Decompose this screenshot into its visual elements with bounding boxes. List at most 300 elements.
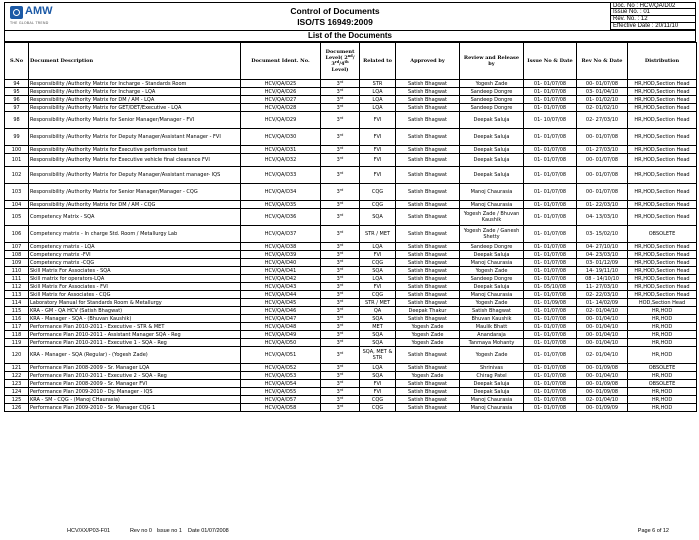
row-issue-date: 01- 01/07/08 xyxy=(524,275,577,283)
row-approved-by: Satish Bhagwat xyxy=(396,104,460,112)
row-rev-date: 14- 19/11/10 xyxy=(577,267,628,275)
issue-number: Issue No. : 01 xyxy=(610,9,696,16)
row-rev-date: 02- 01/04/10 xyxy=(577,396,628,404)
row-sno: 116 xyxy=(5,315,29,323)
row-reviewed-by: Yogesh Zade / Bhuvan Kaushik xyxy=(460,209,524,226)
row-approved-by: Yogesh Zade xyxy=(396,323,460,331)
row-ident-no: HCV/QA/D55 xyxy=(241,388,321,396)
row-related-to: SQA xyxy=(360,339,396,347)
row-reviewed-by: Deepak Saluja xyxy=(460,167,524,184)
row-reviewed-by: Deepak Saluja xyxy=(460,129,524,146)
row-distribution: HR,HOD,Section Head xyxy=(628,267,697,275)
row-rev-date: 00- 01/04/10 xyxy=(577,331,628,339)
row-reviewed-by: Deepak Saluja xyxy=(460,388,524,396)
row-sno: 94 xyxy=(5,80,29,88)
logo-name: AMW xyxy=(25,5,53,17)
table-row xyxy=(5,184,697,201)
col-distribution: Distribution xyxy=(628,43,697,80)
row-level: 3rd xyxy=(321,307,360,315)
row-related-to: SQA, MET & STR xyxy=(360,347,396,364)
row-level: 3rd xyxy=(321,267,360,275)
row-related-to: FVI xyxy=(360,283,396,291)
row-distribution: HR,HOD,Section Head xyxy=(628,243,697,251)
table-row xyxy=(5,96,697,104)
row-level: 3rd xyxy=(321,315,360,323)
row-description: Responsibility /Authority Matrix for Executive performance test xyxy=(29,146,241,154)
row-approved-by: Satish Bhagwat xyxy=(396,315,460,323)
row-ident-no: HCV/QA/D29 xyxy=(241,112,321,129)
row-level: 3rd xyxy=(321,396,360,404)
row-description: Performance Plan 2009-2010 - Dy. Manager - IQS xyxy=(29,388,241,396)
row-issue-date: 01- 01/07/08 xyxy=(524,404,577,412)
row-rev-date: 08 - 14/10/10 xyxy=(577,275,628,283)
row-approved-by: Yogesh Zade xyxy=(396,372,460,380)
row-issue-date: 01- 01/07/08 xyxy=(524,259,577,267)
row-level: 3rd xyxy=(321,275,360,283)
row-issue-date: 01- 01/07/08 xyxy=(524,96,577,104)
row-related-to: MET xyxy=(360,323,396,331)
row-approved-by: Satish Bhagwat xyxy=(396,243,460,251)
row-level: 3rd xyxy=(321,323,360,331)
row-issue-date: 01- 01/07/08 xyxy=(524,347,577,364)
col-review: Review and Release by xyxy=(460,43,524,80)
row-related-to: SQA xyxy=(360,372,396,380)
row-rev-date: 00- 01/04/10 xyxy=(577,339,628,347)
row-issue-date: 01- 01/07/08 xyxy=(524,396,577,404)
row-ident-no: HCV/QA/D36 xyxy=(241,209,321,226)
row-level: 3rd xyxy=(321,283,360,291)
row-ident-no: HCV/QA/D43 xyxy=(241,283,321,291)
row-rev-date: 02- 01/04/10 xyxy=(577,347,628,364)
row-sno: 119 xyxy=(5,339,29,347)
row-issue-date: 01- 01/07/08 xyxy=(524,154,577,167)
row-distribution: HR,HOD,Section Head xyxy=(628,154,697,167)
row-approved-by: Satish Bhagwat xyxy=(396,404,460,412)
row-description: Competency matrix - In charge Std. Room / Metallurgy Lab xyxy=(29,226,241,243)
row-issue-date: 01- 01/07/08 xyxy=(524,323,577,331)
row-level: 3rd xyxy=(321,364,360,372)
row-rev-date: 00- 01/07/08 xyxy=(577,80,628,88)
row-issue-date: 01- 01/07/08 xyxy=(524,201,577,209)
row-distribution: HOD,Section Head xyxy=(628,299,697,307)
table-row xyxy=(5,299,697,307)
row-description: Performance Plan 2008-2009 - Sr. Manager FVI xyxy=(29,380,241,388)
row-ident-no: HCV/QA/D37 xyxy=(241,226,321,243)
row-issue-date: 01- 01/07/08 xyxy=(524,184,577,201)
row-sno: 118 xyxy=(5,331,29,339)
row-rev-date: 00- 01/09/08 xyxy=(577,380,628,388)
table-row xyxy=(5,243,697,251)
row-approved-by: Satish Bhagwat xyxy=(396,291,460,299)
row-approved-by: Satish Bhagwat xyxy=(396,364,460,372)
row-sno: 120 xyxy=(5,347,29,364)
row-issue-date: 01- 01/07/08 xyxy=(524,243,577,251)
row-description: Laboratory Manual for Standards Room & Metallurgy xyxy=(29,299,241,307)
col-issue: Issue No & Date xyxy=(524,43,577,80)
table-row xyxy=(5,88,697,96)
row-issue-date: 01- 01/07/08 xyxy=(524,146,577,154)
row-ident-no: HCV/QA/D51 xyxy=(241,347,321,364)
row-distribution: HR,HOD,Section Head xyxy=(628,275,697,283)
row-approved-by: Satish Bhagwat xyxy=(396,283,460,291)
table-row xyxy=(5,112,697,129)
row-approved-by: Satish Bhagwat xyxy=(396,299,460,307)
row-ident-no: HCV/QA/D57 xyxy=(241,396,321,404)
row-issue-date: 01- 01/07/08 xyxy=(524,315,577,323)
row-ident-no: HCV/QA/D39 xyxy=(241,251,321,259)
row-ident-no: HCV/QA/D53 xyxy=(241,372,321,380)
row-sno: 110 xyxy=(5,267,29,275)
logo-tagline: THE GLOBAL TREND xyxy=(10,21,49,25)
row-related-to: FVI xyxy=(360,129,396,146)
row-description: Performance Plan 2010-2011 - Executive 2 - SQA - Reg xyxy=(29,372,241,380)
row-level: 3rd xyxy=(321,88,360,96)
row-related-to: FVI xyxy=(360,112,396,129)
row-rev-date: 00- 01/07/08 xyxy=(577,129,628,146)
row-rev-date: 00- 01/09/08 xyxy=(577,364,628,372)
row-related-to: CQG xyxy=(360,396,396,404)
row-distribution: HR,HOD xyxy=(628,388,697,396)
row-sno: 111 xyxy=(5,275,29,283)
row-distribution: HR,HOD xyxy=(628,396,697,404)
row-rev-date: 03- 01/04/10 xyxy=(577,88,628,96)
row-issue-date: 01- 01/07/08 xyxy=(524,291,577,299)
row-ident-no: HCV/QA/D41 xyxy=(241,267,321,275)
row-level: 3rd xyxy=(321,299,360,307)
title-line-2: ISO/TS 16949:2009 xyxy=(297,17,373,27)
table-row xyxy=(5,226,697,243)
row-related-to: LQA xyxy=(360,96,396,104)
row-issue-date: 01- 01/07/08 xyxy=(524,226,577,243)
document-header xyxy=(4,2,696,31)
row-related-to: STR xyxy=(360,80,396,88)
row-approved-by: Satish Bhagwat xyxy=(396,275,460,283)
row-ident-no: HCV/QA/D26 xyxy=(241,88,321,96)
row-level: 3rd xyxy=(321,184,360,201)
row-description: Skill Matrix for Associates - CQG xyxy=(29,291,241,299)
row-related-to: CQG xyxy=(360,184,396,201)
row-description: KRA - Manager - SQA (Regular) - (Yogesh Zade) xyxy=(29,347,241,364)
row-ident-no: HCV/QA/D49 xyxy=(241,331,321,339)
row-ident-no: HCV/QA/D54 xyxy=(241,380,321,388)
row-issue-date: 01- 01/07/08 xyxy=(524,372,577,380)
row-rev-date: 00- 01/04/10 xyxy=(577,315,628,323)
row-distribution: HR,HOD,Section Head xyxy=(628,96,697,104)
row-approved-by: Satish Bhagwat xyxy=(396,80,460,88)
row-distribution: HR,HOD,Section Head xyxy=(628,88,697,96)
col-approved: Approved by xyxy=(396,43,460,80)
row-rev-date: 01- 01/02/10 xyxy=(577,96,628,104)
row-reviewed-by: Maulik Bhatt xyxy=(460,323,524,331)
row-related-to: CQG xyxy=(360,259,396,267)
row-description: Skill matrix for operators-LQA xyxy=(29,275,241,283)
table-row xyxy=(5,347,697,364)
table-row xyxy=(5,388,697,396)
row-distribution: HR,HOD,Section Head xyxy=(628,146,697,154)
row-distribution: HR,HOD xyxy=(628,307,697,315)
row-reviewed-by: Deepak Saluja xyxy=(460,112,524,129)
row-distribution: OBSOLETE xyxy=(628,380,697,388)
row-rev-date: 04- 23/03/10 xyxy=(577,251,628,259)
table-row xyxy=(5,339,697,347)
table-row xyxy=(5,404,697,412)
row-distribution: HR,HOD xyxy=(628,331,697,339)
table-row xyxy=(5,275,697,283)
row-distribution: HR,HOD xyxy=(628,323,697,331)
row-ident-no: HCV/QA/D32 xyxy=(241,154,321,167)
row-approved-by: Satish Bhagwat xyxy=(396,154,460,167)
doc-number: Doc. No : HCV/QA/D02 xyxy=(610,2,696,9)
row-related-to: FVI xyxy=(360,146,396,154)
table-row xyxy=(5,104,697,112)
row-level: 3rd xyxy=(321,104,360,112)
row-issue-date: 01- 01/07/08 xyxy=(524,267,577,275)
row-description: Responsibility /Authority Matrix for Deputy Manager/Assistant manager- IQS xyxy=(29,167,241,184)
row-rev-date: 00- 01/07/08 xyxy=(577,184,628,201)
row-level: 3rd xyxy=(321,154,360,167)
row-issue-date: 01- 01/07/08 xyxy=(524,364,577,372)
row-sno: 107 xyxy=(5,243,29,251)
row-issue-date: 01- 01/07/08 xyxy=(524,388,577,396)
row-distribution: HR,HOD,Section Head xyxy=(628,291,697,299)
row-description: Competency matrix - LQA xyxy=(29,243,241,251)
row-ident-no: HCV/QA/D40 xyxy=(241,259,321,267)
row-reviewed-by: Bhuvan Kaushik xyxy=(460,315,524,323)
row-level: 3rd xyxy=(321,112,360,129)
row-approved-by: Yogesh Zade xyxy=(396,339,460,347)
row-reviewed-by: Yogesh Zade xyxy=(460,299,524,307)
row-reviewed-by: Sandeep Dongre xyxy=(460,243,524,251)
row-rev-date: 00- 01/09/08 xyxy=(577,388,628,396)
row-reviewed-by: Satish Bhagwat xyxy=(460,307,524,315)
row-issue-date: 01- 01/07/08 xyxy=(524,129,577,146)
row-issue-date: 01- 01/07/08 xyxy=(524,380,577,388)
row-description: Performance Plan 2009-2010 - Sr. Manager CQG 1 xyxy=(29,404,241,412)
row-approved-by: Satish Bhagwat xyxy=(396,226,460,243)
row-approved-by: Satish Bhagwat xyxy=(396,396,460,404)
table-row xyxy=(5,251,697,259)
row-reviewed-by: Manoj Chaurasia xyxy=(460,184,524,201)
row-related-to: CQG xyxy=(360,291,396,299)
row-sno: 122 xyxy=(5,372,29,380)
row-approved-by: Satish Bhagwat xyxy=(396,167,460,184)
row-rev-date: 01- 27/03/10 xyxy=(577,146,628,154)
row-reviewed-by: Deepak Saluja xyxy=(460,146,524,154)
row-related-to: STR / MET xyxy=(360,226,396,243)
row-reviewed-by: Sandeep Dongre xyxy=(460,96,524,104)
row-level: 3rd xyxy=(321,226,360,243)
row-sno: 98 xyxy=(5,112,29,129)
row-rev-date: 00- 01/07/08 xyxy=(577,167,628,184)
row-sno: 113 xyxy=(5,291,29,299)
row-issue-date: 01- 01/07/08 xyxy=(524,251,577,259)
row-description: Responsibility /Authority Matrix for DM / AM - LQA xyxy=(29,96,241,104)
row-issue-date: 01- 01/07/08 xyxy=(524,167,577,184)
row-approved-by: Satish Bhagwat xyxy=(396,112,460,129)
doc-meta-box xyxy=(610,2,696,30)
row-related-to: LQA xyxy=(360,243,396,251)
row-rev-date: 01- 14/02/09 xyxy=(577,299,628,307)
row-ident-no: HCV/QA/D31 xyxy=(241,146,321,154)
row-distribution: HR,HOD xyxy=(628,347,697,364)
row-sno: 101 xyxy=(5,154,29,167)
row-issue-date: 01- 01/07/08 xyxy=(524,209,577,226)
col-level: Document Level( 2nd/ 3rd/4th Level) xyxy=(321,43,360,80)
table-row xyxy=(5,380,697,388)
row-description: Competency Matrix - SQA xyxy=(29,209,241,226)
row-distribution: HR,HOD,Section Head xyxy=(628,112,697,129)
row-related-to: FVI xyxy=(360,154,396,167)
row-ident-no: HCV/QA/D25 xyxy=(241,80,321,88)
row-related-to: STR / MET xyxy=(360,299,396,307)
row-distribution: OBSOLETE xyxy=(628,364,697,372)
row-sno: 106 xyxy=(5,226,29,243)
row-approved-by: Satish Bhagwat xyxy=(396,347,460,364)
row-issue-date: 01- 01/07/08 xyxy=(524,88,577,96)
row-related-to: LQA xyxy=(360,104,396,112)
row-sno: 102 xyxy=(5,167,29,184)
row-description: KRA - Manager - SQA - (Bhuvan Kaushik) xyxy=(29,315,241,323)
table-row xyxy=(5,146,697,154)
row-reviewed-by: Yogesh Zade xyxy=(460,80,524,88)
row-related-to: LQA xyxy=(360,275,396,283)
row-related-to: SQA xyxy=(360,267,396,275)
row-related-to: CQG xyxy=(360,404,396,412)
control-title xyxy=(205,6,465,28)
row-description: Performance Plan 2010-2011 - Assistant Manager SQA - Reg xyxy=(29,331,241,339)
row-ident-no: HCV/QA/D38 xyxy=(241,243,321,251)
row-sno: 105 xyxy=(5,209,29,226)
row-sno: 96 xyxy=(5,96,29,104)
effective-date: Effective Date : 20/11/10 xyxy=(610,23,696,30)
row-description: Responsibility /Authority Matrix for Deputy Manager/Assistant Manager - FVI xyxy=(29,129,241,146)
row-description: Responsibility /Authority Matrix for Senior Manager/Manager - FVI xyxy=(29,112,241,129)
row-reviewed-by: Manoj Chaurasia xyxy=(460,291,524,299)
row-level: 3rd xyxy=(321,129,360,146)
row-sno: 125 xyxy=(5,396,29,404)
table-row xyxy=(5,396,697,404)
row-distribution: HR,HOD xyxy=(628,372,697,380)
row-description: Performance Plan 2008-2009 - Sr. Manager LQA xyxy=(29,364,241,372)
row-reviewed-by: Shrinivas xyxy=(460,364,524,372)
row-ident-no: HCV/QA/D52 xyxy=(241,364,321,372)
row-sno: 112 xyxy=(5,283,29,291)
row-description: Skill Matrix For Associates - FVI xyxy=(29,283,241,291)
row-sno: 109 xyxy=(5,259,29,267)
row-ident-no: HCV/QA/D30 xyxy=(241,129,321,146)
table-row xyxy=(5,129,697,146)
row-distribution: HR,HOD,Section Head xyxy=(628,104,697,112)
table-row xyxy=(5,80,697,88)
col-sno: S.No xyxy=(5,43,29,80)
row-related-to: QA xyxy=(360,307,396,315)
row-related-to: CQG xyxy=(360,201,396,209)
row-level: 3rd xyxy=(321,201,360,209)
col-desc: Document Description xyxy=(29,43,241,80)
row-description: Responsibility /Authority Matrix for DM / AM - CQG xyxy=(29,201,241,209)
row-reviewed-by: Yogesh Zade xyxy=(460,347,524,364)
row-distribution: HR,HOD,Section Head xyxy=(628,184,697,201)
row-description: KRA - SM - CQG - (Manoj CHaurasia) xyxy=(29,396,241,404)
row-reviewed-by: Chirag Patel xyxy=(460,372,524,380)
row-rev-date: 04- 13/03/10 xyxy=(577,209,628,226)
row-description: Responsibility /Authority Matrix for Incharge - LQA xyxy=(29,88,241,96)
row-related-to: SQA xyxy=(360,209,396,226)
row-rev-date: 02- 01/04/10 xyxy=(577,307,628,315)
row-level: 3rd xyxy=(321,372,360,380)
row-rev-date: 00- 01/04/10 xyxy=(577,372,628,380)
row-approved-by: Satish Bhagwat xyxy=(396,251,460,259)
row-sno: 126 xyxy=(5,404,29,412)
row-approved-by: Yogesh Zade xyxy=(396,331,460,339)
row-distribution: HR,HOD xyxy=(628,404,697,412)
row-sno: 103 xyxy=(5,184,29,201)
row-ident-no: HCV/QA/D44 xyxy=(241,291,321,299)
row-level: 3rd xyxy=(321,380,360,388)
row-reviewed-by: Yogesh Zade / Ganesh Shetty xyxy=(460,226,524,243)
row-sno: 99 xyxy=(5,129,29,146)
row-rev-date: 11- 27/03/10 xyxy=(577,283,628,291)
row-ident-no: HCV/QA/D27 xyxy=(241,96,321,104)
documents-table xyxy=(4,42,697,412)
row-rev-date: 00- 01/07/08 xyxy=(577,154,628,167)
row-related-to: LQA xyxy=(360,364,396,372)
row-rev-date: 00- 01/04/10 xyxy=(577,323,628,331)
row-approved-by: Satish Bhagwat xyxy=(396,88,460,96)
row-level: 3rd xyxy=(321,209,360,226)
row-distribution: HR,HOD,Section Head xyxy=(628,283,697,291)
row-reviewed-by: Anandaraja xyxy=(460,331,524,339)
row-rev-date: 02- 22/03/10 xyxy=(577,291,628,299)
table-row xyxy=(5,307,697,315)
row-distribution: HR,HOD,Section Head xyxy=(628,167,697,184)
row-issue-date: 01- 01/07/08 xyxy=(524,104,577,112)
row-reviewed-by: Sandeep Dongre xyxy=(460,88,524,96)
row-related-to: SQA xyxy=(360,315,396,323)
row-reviewed-by: Deepak Saluja xyxy=(460,283,524,291)
row-ident-no: HCV/QA/D46 xyxy=(241,307,321,315)
table-row xyxy=(5,201,697,209)
row-approved-by: Satish Bhagwat xyxy=(396,388,460,396)
row-reviewed-by: Yogesh Zade xyxy=(460,267,524,275)
row-distribution: HR,HOD xyxy=(628,315,697,323)
row-ident-no: HCV/QA/D33 xyxy=(241,167,321,184)
row-reviewed-by: Deepak Saluja xyxy=(460,380,524,388)
row-description: Responsibility /Authority Matrix for Incharge - Standards Room xyxy=(29,80,241,88)
row-ident-no: HCV/QA/D50 xyxy=(241,339,321,347)
row-approved-by: Satish Bhagwat xyxy=(396,129,460,146)
row-level: 3rd xyxy=(321,404,360,412)
row-description: Competency matrix -CQG xyxy=(29,259,241,267)
row-approved-by: Deepak Thakur xyxy=(396,307,460,315)
row-rev-date: 02- 27/03/10 xyxy=(577,112,628,129)
row-distribution: HR,HOD,Section Head xyxy=(628,251,697,259)
table-row xyxy=(5,331,697,339)
row-description: KRA - GM - QA HCV (Satish Bhagwat) xyxy=(29,307,241,315)
row-level: 3rd xyxy=(321,388,360,396)
row-sno: 104 xyxy=(5,201,29,209)
row-level: 3rd xyxy=(321,146,360,154)
row-related-to: LQA xyxy=(360,88,396,96)
table-row xyxy=(5,323,697,331)
row-distribution: HR,HOD,Section Head xyxy=(628,259,697,267)
row-reviewed-by: Sandeep Dongre xyxy=(460,275,524,283)
row-reviewed-by: Deepak Saluja xyxy=(460,251,524,259)
row-description: Performance Plan 2010-2011 - Executive - STR & MET xyxy=(29,323,241,331)
footer-form-ref: HCV/XX/P03-F01 Rev no 0 Issue no 1 Date 01/07/2008 xyxy=(67,528,229,534)
row-sno: 108 xyxy=(5,251,29,259)
row-description: Skill Matrix For Associates - SQA xyxy=(29,267,241,275)
